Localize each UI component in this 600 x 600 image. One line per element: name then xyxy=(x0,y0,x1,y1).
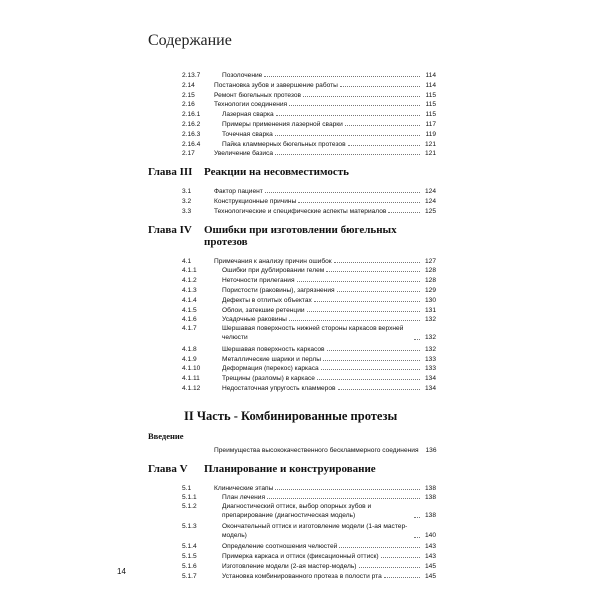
toc-entry-title: Технологические и специфические аспекты материалов xyxy=(214,207,387,215)
toc-entry-title: Пайка кламмерных бюгельных протезов xyxy=(222,140,346,148)
toc-entry-title: Технологии соединения xyxy=(214,101,288,109)
dot-leader xyxy=(414,333,420,340)
dot-leader xyxy=(276,109,420,116)
toc-entry-page: 128 xyxy=(424,267,436,275)
dot-leader xyxy=(326,265,420,272)
toc-entry-title: Дефекты в отлитых объектах xyxy=(222,296,312,304)
dot-leader xyxy=(339,541,420,548)
toc-entry-page: 138 xyxy=(424,484,436,492)
toc-entry-title: Клинические этапы xyxy=(214,484,274,492)
dot-leader xyxy=(323,354,420,361)
toc-entry[interactable] xyxy=(182,70,436,79)
toc-entry-number: 2.13.7 xyxy=(182,72,201,79)
toc-entry[interactable] xyxy=(182,148,436,157)
toc-entry-number: 5.1.1 xyxy=(182,494,197,502)
dot-leader xyxy=(289,314,420,321)
dot-leader xyxy=(298,196,420,203)
toc-entry-title: Диагностический оттиск, выбор опорных зубов и препарирование (диагностическая модель) xyxy=(222,503,372,520)
toc-entry-page: 117 xyxy=(425,121,436,128)
toc-entry[interactable] xyxy=(182,522,436,540)
toc-entry[interactable] xyxy=(182,571,436,580)
toc-entry-page: 127 xyxy=(424,257,436,265)
toc-entry-page: 114 xyxy=(425,72,436,79)
toc-entry[interactable] xyxy=(182,119,436,128)
toc-entry-page: 121 xyxy=(424,150,436,158)
dot-leader xyxy=(267,492,420,499)
toc-entry-title: Ремонт бюгельных протезов xyxy=(214,91,302,99)
dot-leader xyxy=(334,256,420,263)
toc-entry-page: 115 xyxy=(425,101,436,109)
toc-entry-number: 4.1.12 xyxy=(182,385,201,392)
chapter-label: Глава III xyxy=(148,166,193,179)
dot-leader xyxy=(297,275,420,282)
toc-entry-page: 128 xyxy=(424,277,436,285)
toc-entry-title: План лечения xyxy=(222,494,266,502)
toc-entry-page: 121 xyxy=(424,140,436,148)
dot-leader xyxy=(307,305,420,312)
toc-entry[interactable] xyxy=(182,483,436,492)
toc-entry-number: 2.14 xyxy=(182,81,195,89)
toc-entry-title: Постановка зубов и завершение работы xyxy=(214,81,338,89)
toc-entry-title: Металлические шарики и перлы xyxy=(222,355,321,363)
toc-entry-number: 2.15 xyxy=(182,91,195,99)
dot-leader xyxy=(414,531,420,538)
toc-entry[interactable] xyxy=(182,256,436,265)
dot-leader xyxy=(265,186,420,193)
toc-entry[interactable] xyxy=(182,373,436,382)
toc-entry-title: Определение соотношения челюстей xyxy=(222,543,338,551)
toc-entry-title: Усадочные раковины xyxy=(222,316,287,324)
dot-leader xyxy=(289,99,420,106)
toc-entry-title: Окончательный оттиск и изготовление модели (1-ая мастер-модель) xyxy=(222,522,408,539)
dot-leader xyxy=(340,80,420,87)
toc-entry[interactable] xyxy=(182,129,436,138)
toc-entry-number: 2.16 xyxy=(182,101,195,109)
chapter-heading[interactable] xyxy=(148,224,397,248)
toc-entry-title: Увеличение базиса xyxy=(214,150,274,158)
toc-entry-title: Преимущества высококачественного бескламмерного соединения xyxy=(214,446,419,454)
toc-entry-number: 4.1.3 xyxy=(182,287,197,294)
toc-entry-title: Примерка каркаса и оттиск (фиксационный оттиск) xyxy=(222,553,379,561)
dot-leader xyxy=(338,383,421,390)
dot-leader xyxy=(275,129,420,136)
toc-entry-page: 132 xyxy=(424,316,436,324)
toc-entry-page: 143 xyxy=(424,543,436,551)
toc-entry[interactable] xyxy=(182,186,436,195)
toc-entry-number: 4.1.8 xyxy=(182,345,197,353)
toc-entry[interactable] xyxy=(182,109,436,118)
toc-entry-number: 4.1.5 xyxy=(182,306,197,314)
toc-entry-title: Примеры применения лазерной сварки xyxy=(222,121,343,128)
dot-leader xyxy=(359,561,421,568)
toc-entry[interactable] xyxy=(182,196,436,205)
toc-entry-title: Установка комбинированного протеза в полости рта xyxy=(222,572,382,580)
toc-entry-number: 2.16.1 xyxy=(182,111,201,119)
toc-entry[interactable] xyxy=(182,305,436,314)
dot-leader xyxy=(327,344,420,351)
toc-entry-number: 4.1.2 xyxy=(182,277,197,285)
toc-entry-number: 5.1.4 xyxy=(182,543,197,551)
toc-entry-number: 2.16.2 xyxy=(182,121,201,128)
toc-entry[interactable] xyxy=(182,295,436,304)
toc-entry-page: 132 xyxy=(424,334,436,342)
toc-entry[interactable] xyxy=(182,314,436,323)
dot-leader xyxy=(317,373,420,380)
dot-leader xyxy=(275,483,420,490)
toc-entry[interactable] xyxy=(182,324,436,342)
toc-entry-number: 4.1.11 xyxy=(182,375,200,383)
toc-entry[interactable] xyxy=(182,561,436,570)
part-label: II Часть - xyxy=(184,408,238,423)
toc-entry-page: 130 xyxy=(424,296,436,304)
toc-entry-page: 124 xyxy=(424,198,436,205)
toc-entry-page: 114 xyxy=(425,81,436,89)
toc-entry-title: Фактор пациент xyxy=(214,188,263,196)
toc-entry-title: Облои, затекшие ретенции xyxy=(222,306,305,314)
toc-entry-number: 5.1.2 xyxy=(182,503,197,511)
toc-entry-title: Неточности прилегания xyxy=(222,277,295,285)
toc-entry-number: 5.1.7 xyxy=(182,572,197,580)
toc-entry-number: 3.3 xyxy=(182,207,192,215)
toc-entry-number: 4.1.6 xyxy=(182,316,197,324)
dot-leader xyxy=(388,206,420,213)
toc-entry-page: 129 xyxy=(424,287,436,294)
toc-entry[interactable] xyxy=(182,80,436,89)
toc-entry[interactable] xyxy=(182,363,436,372)
toc-entry-title: Деформация (перекос) каркаса xyxy=(222,365,319,373)
chapter-label: Глава IV xyxy=(148,223,192,236)
toc-entry[interactable] xyxy=(182,383,436,392)
toc-entry-title: Конструкционные причины xyxy=(214,198,297,205)
dot-leader xyxy=(337,285,420,292)
toc-entry[interactable] xyxy=(182,285,436,294)
toc-entry-number: 5.1.6 xyxy=(182,563,197,570)
toc-entry[interactable] xyxy=(182,445,436,454)
toc-entry-page: 134 xyxy=(424,385,436,392)
toc-entry-page: 115 xyxy=(425,91,436,99)
toc-entry-title: Лазерная сварка xyxy=(222,111,274,119)
part-heading[interactable] xyxy=(184,409,397,424)
toc-entry-number: 4.1.10 xyxy=(182,365,201,373)
chapter-title-line2: протезов xyxy=(204,235,248,248)
toc-entry-page: 115 xyxy=(425,111,436,119)
toc-entry-title: Недостаточная упругость кламмеров xyxy=(222,385,336,392)
toc-entry-number: 5.1 xyxy=(182,484,192,492)
toc-entry-page: 134 xyxy=(424,375,436,383)
toc-entry-title: Пористости (раковины), загрязнения xyxy=(222,287,335,294)
page-title: Содержание xyxy=(148,32,232,49)
toc-entry-number: 4.1.9 xyxy=(182,355,197,363)
toc-entry-number: 5.1.3 xyxy=(182,522,197,530)
chapter-title: Реакции на несовместимость xyxy=(204,166,349,179)
toc-entry[interactable] xyxy=(182,90,436,99)
chapter-title: Ошибки при изготовлении бюгельных xyxy=(204,223,397,236)
dot-leader xyxy=(321,363,420,370)
chapter-label: Глава V xyxy=(148,462,188,475)
toc-entry[interactable] xyxy=(182,492,436,501)
toc-entry-title: Позолочение xyxy=(222,72,263,79)
toc-entry-number: 2.16.3 xyxy=(182,130,201,138)
toc-entry-number: 3.1 xyxy=(182,188,192,196)
toc-entry[interactable] xyxy=(182,344,436,353)
toc-entry-title: Шершавая поверхность нижней стороны каркасов верхней челюсти xyxy=(222,325,404,342)
toc-entry-number: 4.1 xyxy=(182,257,192,265)
dot-leader xyxy=(303,90,420,97)
dot-leader xyxy=(275,148,420,155)
toc-entry-page: 138 xyxy=(424,494,436,502)
chapter-heading[interactable] xyxy=(148,463,376,475)
toc-entry-page: 133 xyxy=(424,365,436,373)
toc-entry[interactable] xyxy=(182,99,436,108)
toc-entry-title: Примечания к анализу причин ошибок xyxy=(214,257,332,265)
toc-entry[interactable] xyxy=(182,265,436,274)
toc-entry-number: 4.1.4 xyxy=(182,296,197,304)
dot-leader xyxy=(314,295,420,302)
page-number: 14 xyxy=(117,567,126,576)
toc-entry-page: 140 xyxy=(424,531,436,539)
toc-entry-number: 2.17 xyxy=(182,150,195,158)
toc-entry-page: 132 xyxy=(424,345,436,353)
toc-entry[interactable] xyxy=(182,275,436,284)
toc-entry-number: 5.1.5 xyxy=(182,553,197,561)
toc-entry[interactable] xyxy=(182,206,436,215)
toc-entry-title: Ошибки при дублировании гелем xyxy=(222,267,325,275)
toc-entry-title: Точечная сварка xyxy=(222,130,273,138)
chapter-title: Планирование и конструирование xyxy=(204,462,376,475)
toc-entry-page: 138 xyxy=(424,512,436,520)
toc-entry-number: 4.1.1 xyxy=(182,267,197,275)
toc-entry-page: 119 xyxy=(425,130,436,138)
toc-entry[interactable] xyxy=(182,541,436,550)
toc-entry[interactable] xyxy=(182,551,436,560)
toc-entry-title: Шершавая поверхность каркасов xyxy=(222,345,325,353)
dot-leader xyxy=(345,119,420,126)
toc-entry-number: 4.1.7 xyxy=(182,325,197,333)
toc-entry-page: 136 xyxy=(425,446,437,454)
toc-entry-number: 3.2 xyxy=(182,198,192,205)
dot-leader xyxy=(264,70,420,77)
dot-leader xyxy=(384,571,420,578)
introduction-heading[interactable]: Введение xyxy=(148,430,184,441)
toc-entry-title: Трещины (разломы) в каркасе xyxy=(222,375,315,383)
toc-entry-page: 131 xyxy=(424,306,436,314)
toc-entry-page: 133 xyxy=(424,355,436,363)
chapter-heading[interactable] xyxy=(148,166,349,178)
toc-entry[interactable] xyxy=(182,139,436,148)
toc-entry-page: 145 xyxy=(424,572,436,580)
toc-entry-page: 125 xyxy=(424,207,436,215)
toc-entry-page: 145 xyxy=(424,563,436,570)
toc-entry[interactable] xyxy=(182,502,436,520)
toc-entry-page: 124 xyxy=(424,188,436,196)
dot-leader xyxy=(414,511,420,518)
toc-entry-number: 2.16.4 xyxy=(182,140,201,148)
toc-entry-title: Изготовление модели (2-ая мастер-модель) xyxy=(222,563,357,570)
dot-leader xyxy=(381,551,420,558)
toc-entry[interactable] xyxy=(182,354,436,363)
dot-leader xyxy=(348,139,420,146)
part-title: Комбинированные протезы xyxy=(241,408,398,423)
toc-entry-page: 143 xyxy=(424,553,436,561)
